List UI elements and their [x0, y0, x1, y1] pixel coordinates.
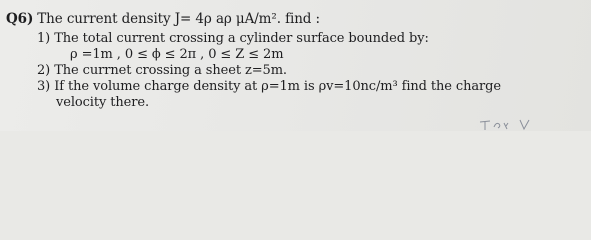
- question-number: Q6): [6, 11, 34, 27]
- item-1-condition: ρ =1m , 0 ≤ ϕ ≤ 2π , 0 ≤ Z ≤ 2m: [70, 47, 284, 62]
- item-1: [37, 32, 429, 46]
- question-prompt: The current density J= 4ρ aρ μA/m². find :: [37, 11, 320, 27]
- item-1-text: The total current crossing a cylinder surface bounded by:: [54, 31, 429, 46]
- item-3-continuation: velocity there.: [56, 95, 149, 110]
- item-3-text: If the volume charge density at ρ=1m is ρv=10nc/m³ find the charge: [54, 79, 501, 94]
- item-1-label: 1): [37, 31, 51, 46]
- item-3: [37, 80, 501, 94]
- item-3-label: 3): [37, 79, 51, 94]
- item-2-label: 2): [37, 63, 51, 78]
- pencil-scribble: [478, 114, 538, 131]
- item-2: [37, 64, 287, 78]
- item-2-text: The currnet crossing a sheet z=5m.: [54, 63, 287, 78]
- question-header: [6, 12, 320, 26]
